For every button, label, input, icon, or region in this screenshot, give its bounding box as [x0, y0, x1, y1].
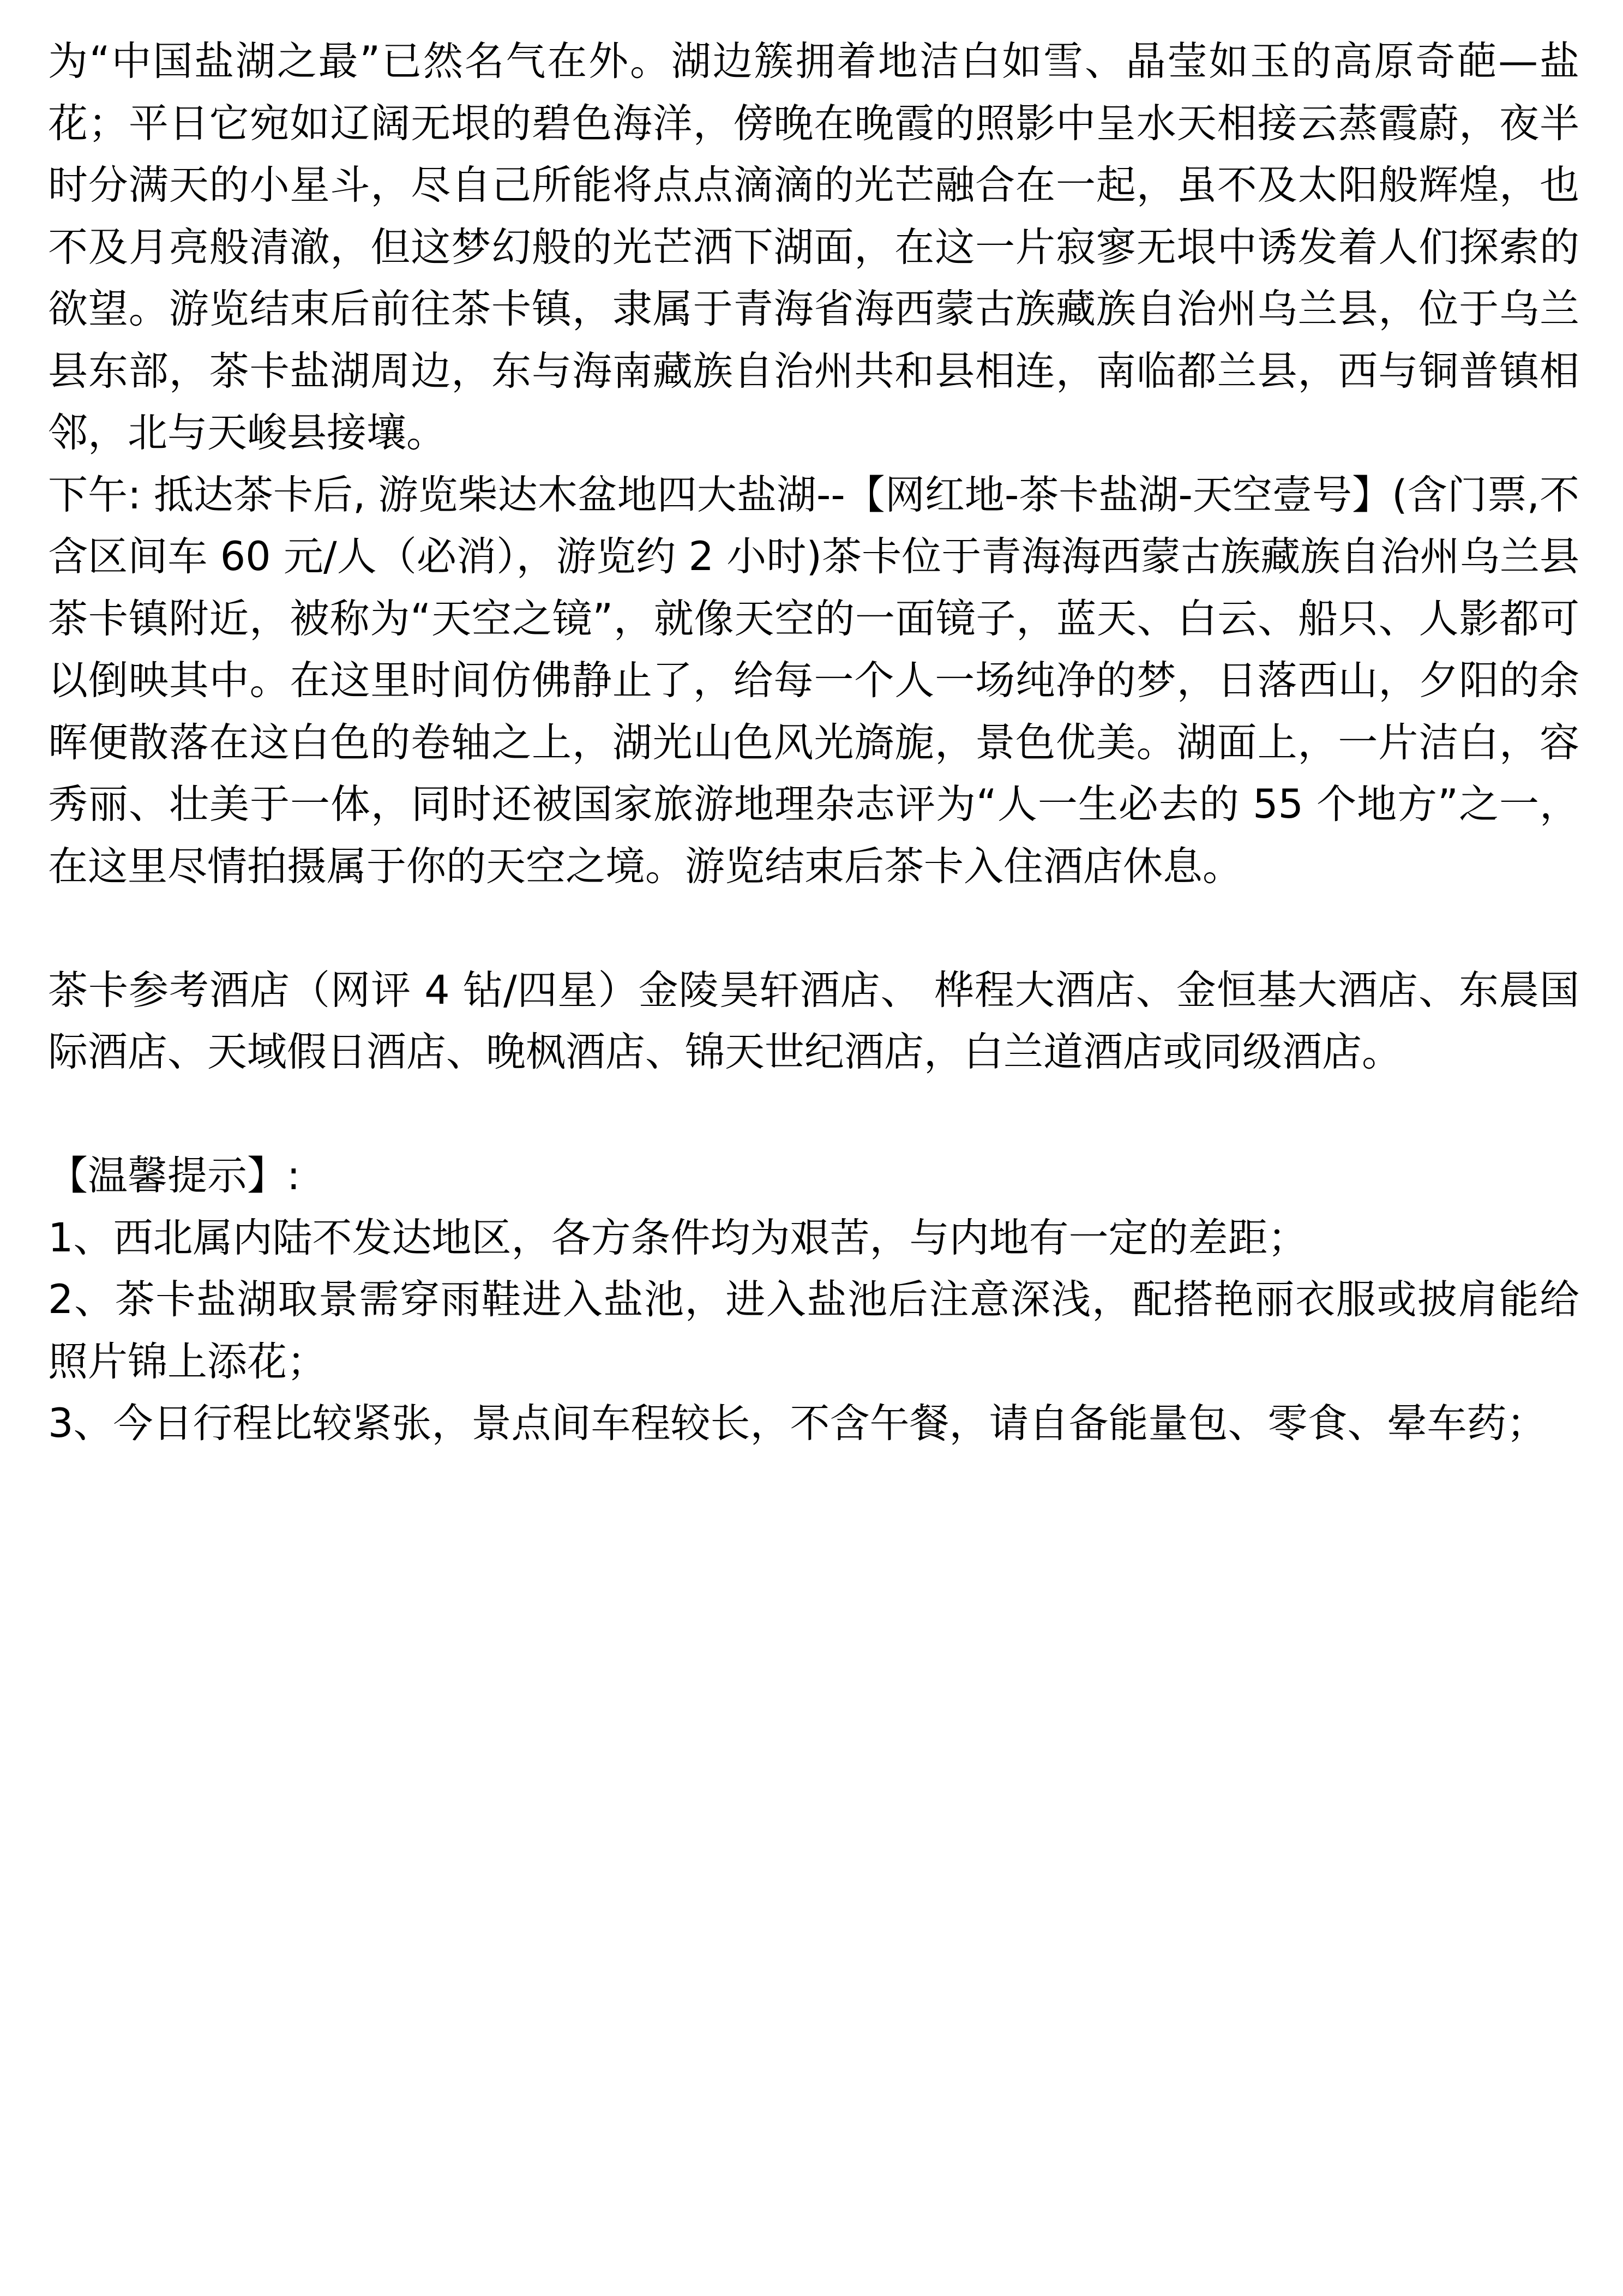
paragraph-hotel-reference: 茶卡参考酒店（网评 4 钻/四星）金陵昊轩酒店、 桦程大酒店、金恒基大酒店、东晨国际酒店、天域假日酒店、晚枫酒店、锦天世纪酒店，白兰道酒店或同级酒店。 — [48, 967, 1579, 1075]
paragraph-spacer — [48, 897, 1579, 960]
paragraph-afternoon-itinerary: 下午: 抵达茶卡后, 游览柴达木盆地四大盐湖--【网红地-茶卡盐湖-天空壹号】(含门票,不含区间车 60 元/人（必消），游览约 2 小时)茶卡位于青海海西蒙古族藏族自治州乌兰县茶卡镇附近，被称为“天空之镜”，就像天空的一面镜子，蓝天、白云、船只、人影都可以倒映其中。在这里时间仿佛静止了，给每一个人一场纯净的梦，日落西山，夕阳的余晖便散落在这白色的卷轴之上，湖光山色风光旖旎，景色优美。湖面上，一片洁白，容秀丽、壮美于一体，同时还被国家旅游地理杂志评为“人一生必去的 55 个地方”之一，在这里尽情拍摄属于你的天空之境。游览结束后茶卡入住酒店休息。 — [48, 471, 1579, 890]
document-page — [48, 31, 1579, 1455]
tip-item: 2、茶卡盐湖取景需穿雨鞋进入盐池，进入盐池后注意深浅，配搭艳丽衣服或披肩能给照片锦上添花； — [48, 1276, 1579, 1385]
tip-item: 1、西北属内陆不发达地区，各方条件均为艰苦，与内地有一定的差距； — [48, 1214, 1308, 1261]
paragraph-lake-description: 为“中国盐湖之最”已然名气在外。湖边簇拥着地洁白如雪、晶莹如玉的高原奇葩—盐花；平日它宛如辽阔无垠的碧色海洋，傍晚在晚霞的照影中呈水天相接云蒸霞蔚，夜半时分满天的小星斗，尽自己所能将点点滴滴的光芒融合在一起，虽不及太阳般辉煌，也不及月亮般清澈，但这梦幻般的光芒洒下湖面，在这一片寂寥无垠中诱发着人们探索的欲望。游览结束后前往茶卡镇，隶属于青海省海西蒙古族藏族自治州乌兰县，位于乌兰县东部，茶卡盐湖周边，东与海南藏族自治州共和县相连，南临都兰县，西与铜普镇相邻，北与天峻县接壤。 — [48, 38, 1579, 456]
tips-heading: 【温馨提示】: — [48, 1153, 300, 1199]
tip-item: 3、今日行程比较紧张，景点间车程较长，不含午餐，请自备能量包、零食、晕车药； — [48, 1400, 1547, 1447]
paragraph-spacer — [48, 1083, 1579, 1146]
